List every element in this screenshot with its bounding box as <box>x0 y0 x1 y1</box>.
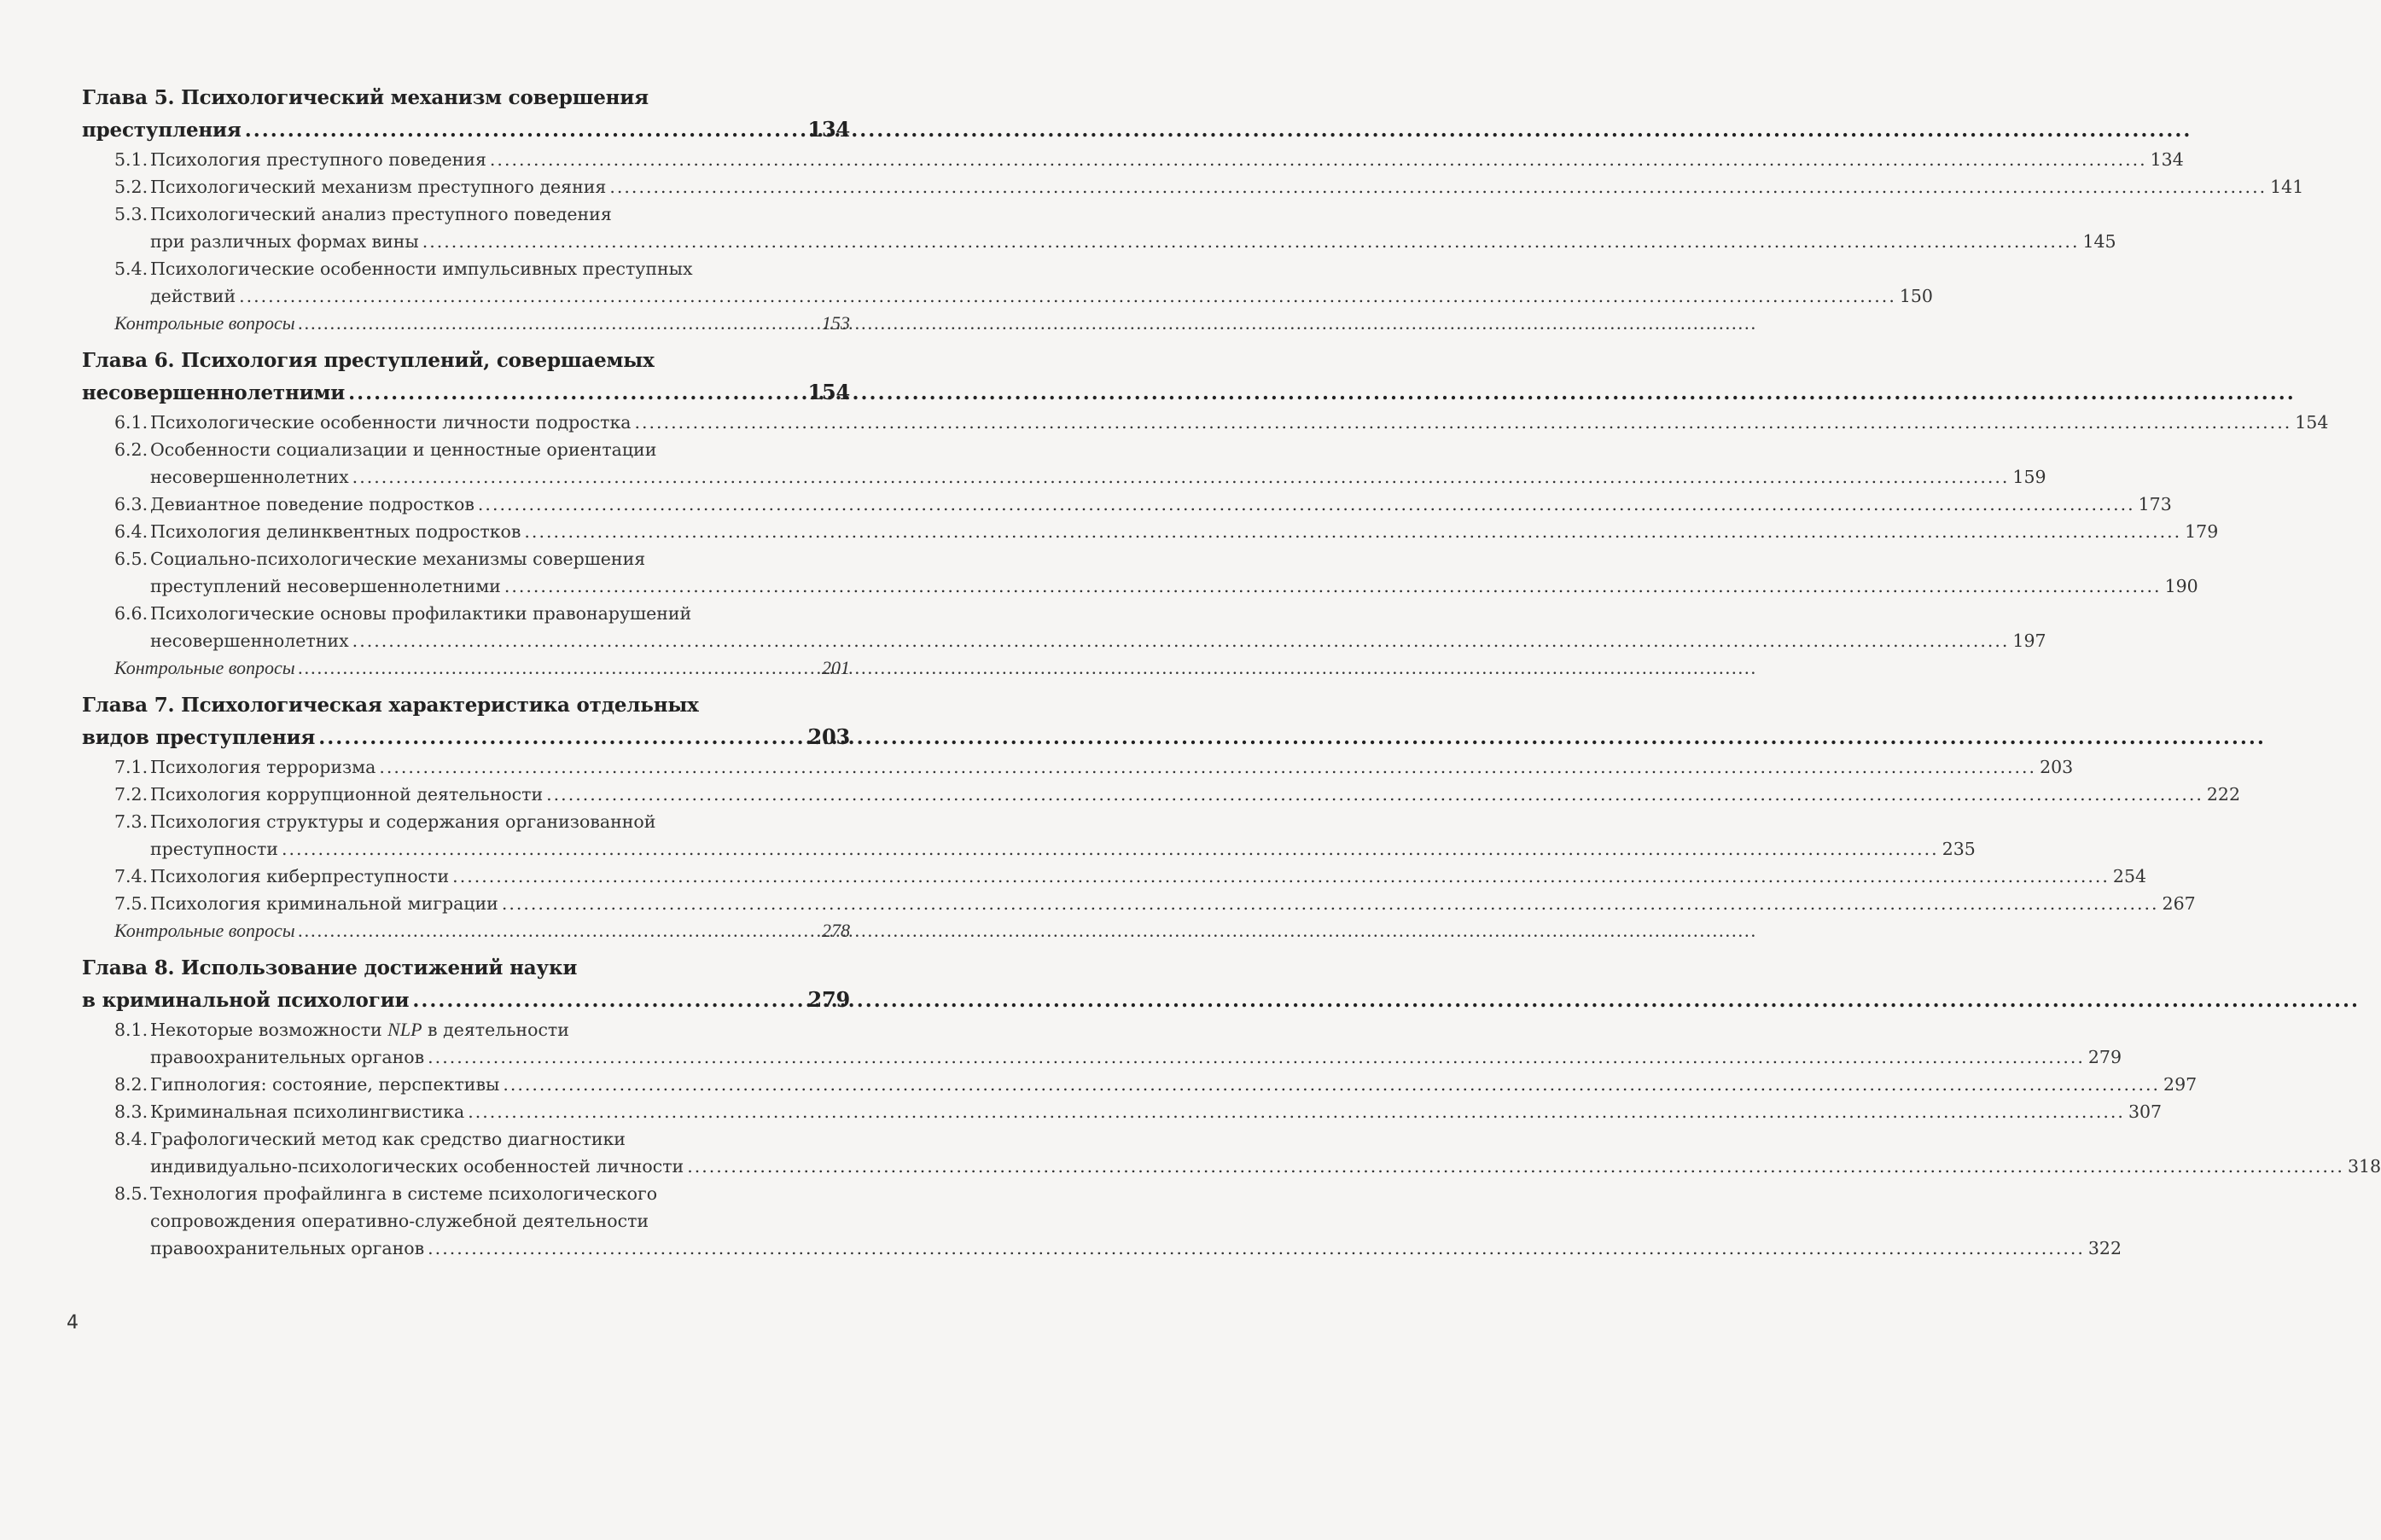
dot-leader <box>379 753 2036 781</box>
section-row[interactable] <box>150 1071 2197 1098</box>
toc-entry-body <box>114 1016 2122 1071</box>
dot-leader <box>428 1235 2085 1262</box>
dot-leader <box>524 518 2181 545</box>
section-title-line: Графологический метод как средство диагностики <box>150 1129 626 1149</box>
dot-leader <box>504 572 2162 600</box>
section-page: 235 <box>1941 839 1976 859</box>
section-page: 141 <box>2270 177 2304 197</box>
section-title-line: Психологические особенности импульсивных преступных <box>150 259 693 279</box>
section-title <box>150 409 2328 436</box>
section-title <box>150 1098 2162 1125</box>
section-text: Психология делинквентных подростков <box>150 521 521 542</box>
section-title <box>150 173 2303 200</box>
section-text: несовершеннолетних <box>150 467 349 487</box>
chapter-title-row[interactable] <box>82 113 850 146</box>
section-number: 8.2. <box>114 1074 148 1095</box>
section-text: правоохранительных органов <box>150 1238 425 1258</box>
nlp-term: NLP <box>387 1019 422 1040</box>
section-text: Психологический механизм преступного деяния <box>150 177 607 197</box>
section-page: 267 <box>2162 893 2196 914</box>
toc-entry-body <box>114 863 2147 890</box>
section-title-line: Психологический анализ преступного поведения <box>150 204 612 224</box>
section-page: 173 <box>2138 494 2172 514</box>
dot-leader <box>352 463 2010 491</box>
toc-entry[interactable] <box>82 1071 2198 1098</box>
section-text: преступности <box>150 839 278 859</box>
dot-leader <box>490 146 2147 173</box>
section-title <box>150 255 1933 310</box>
chapter-title-line: Глава 7. Психологическая характеристика отдельных <box>82 694 699 717</box>
chapter-block <box>82 345 2329 682</box>
toc-entry[interactable] <box>82 173 2304 200</box>
chapter-title[interactable] <box>82 952 850 1016</box>
chapter-title-text: видов преступления <box>82 726 316 749</box>
chapter-title-line: Глава 8. Использование достижений науки <box>82 956 578 979</box>
section-number: 6.1. <box>114 412 148 433</box>
chapter-title-row[interactable] <box>82 984 850 1016</box>
section-text: Психология терроризма <box>150 757 376 777</box>
toc-entry-body <box>114 781 2241 808</box>
section-number: 8.3. <box>114 1101 148 1122</box>
section-page: 307 <box>2128 1101 2163 1122</box>
toc-entry-body <box>114 1098 2163 1125</box>
chapter-block <box>82 82 2304 337</box>
questions-row[interactable] <box>114 310 850 337</box>
section-number: 6.2. <box>114 439 148 460</box>
section-title-line: Социально-психологические механизмы совершения <box>150 549 646 569</box>
section-row[interactable] <box>150 282 1933 310</box>
chapter-title-page: 154 <box>807 380 850 404</box>
toc-entry[interactable] <box>82 863 2147 890</box>
dot-leader <box>503 1071 2160 1098</box>
dot-leader <box>318 722 804 753</box>
section-text: Психология криминальной миграции <box>150 893 498 914</box>
section-page: 190 <box>2164 576 2198 596</box>
chapter-title-text: несовершеннолетними <box>82 381 346 404</box>
dot-leader <box>239 282 1896 310</box>
chapter-title-text: преступления <box>82 119 242 142</box>
chapter-title[interactable] <box>82 345 850 409</box>
section-number: 7.2. <box>114 784 148 805</box>
table-of-contents <box>82 82 2381 1270</box>
section-number: 6.4. <box>114 521 148 542</box>
section-page: 197 <box>2012 631 2046 651</box>
section-text: Психология киберпреступности <box>150 866 450 886</box>
dot-leader <box>299 654 818 682</box>
section-title <box>150 436 2046 491</box>
section-title <box>150 890 2196 917</box>
section-row[interactable] <box>150 863 2146 890</box>
section-title <box>150 1071 2197 1098</box>
toc-entry-body <box>114 409 2329 436</box>
chapter-title[interactable] <box>82 82 850 146</box>
chapter-title[interactable] <box>82 689 850 753</box>
dot-leader <box>502 890 2159 917</box>
section-title <box>150 1125 2381 1180</box>
questions-text: Контрольные вопросы <box>114 657 295 678</box>
section-row[interactable] <box>150 228 2116 255</box>
section-title <box>150 1180 2122 1262</box>
questions-page: 201 <box>822 657 850 678</box>
dot-leader <box>352 627 2010 654</box>
section-number: 6.6. <box>114 603 148 624</box>
toc-entry-body <box>114 200 2116 255</box>
section-row[interactable] <box>150 835 1976 863</box>
section-row[interactable] <box>150 518 2218 545</box>
section-number: 5.4. <box>114 259 148 279</box>
section-row[interactable] <box>150 1043 2122 1071</box>
toc-entry[interactable] <box>82 1098 2163 1125</box>
section-row[interactable] <box>150 463 2046 491</box>
section-page: 318 <box>2347 1156 2381 1177</box>
toc-entry-body <box>114 890 2196 917</box>
chapter-block <box>82 952 2381 1262</box>
questions-row[interactable] <box>114 654 850 682</box>
section-row[interactable] <box>150 491 2172 518</box>
section-title-line: Психологические основы профилактики правонарушений <box>150 603 692 624</box>
section-text: правоохранительных органов <box>150 1047 425 1067</box>
toc-entry[interactable] <box>82 1125 2381 1180</box>
section-text: несовершеннолетних <box>150 631 349 651</box>
chapter-title-page: 279 <box>807 987 850 1012</box>
toc-entry[interactable] <box>82 200 2116 255</box>
toc-entry-body <box>114 808 1976 863</box>
section-page: 145 <box>2082 231 2116 252</box>
chapter-title-line: Глава 5. Психологический механизм совершения <box>82 86 649 109</box>
toc-entry[interactable] <box>82 781 2241 808</box>
toc-entry[interactable] <box>82 600 2046 654</box>
chapter-title-row[interactable] <box>82 376 850 409</box>
control-questions[interactable] <box>82 917 850 944</box>
toc-entry[interactable] <box>82 753 2074 781</box>
toc-entry-body <box>114 518 2219 545</box>
dot-leader <box>428 1043 2085 1071</box>
toc-entry[interactable] <box>82 890 2196 917</box>
section-title <box>150 1016 2122 1071</box>
section-number: 7.5. <box>114 893 148 914</box>
chapter-title-row[interactable] <box>82 721 850 753</box>
section-number: 7.3. <box>114 811 148 832</box>
toc-entry-body <box>114 146 2184 173</box>
section-title <box>150 200 2116 255</box>
section-text: преступлений несовершеннолетними <box>150 576 501 596</box>
section-row[interactable] <box>150 890 2196 917</box>
chapter-title-line: Глава 6. Психология преступлений, совершаемых <box>82 349 655 372</box>
toc-entry[interactable] <box>82 146 2184 173</box>
section-number: 7.1. <box>114 757 148 777</box>
section-title-line: Некоторые возможности NLP в деятельности <box>150 1019 569 1040</box>
section-number: 6.5. <box>114 549 148 569</box>
questions-text: Контрольные вопросы <box>114 312 295 334</box>
section-text: Психологические особенности личности подростка <box>150 412 632 433</box>
toc-entry-body <box>114 491 2172 518</box>
chapter-title-page: 203 <box>807 724 850 749</box>
section-text: Психология коррупционной деятельности <box>150 784 544 805</box>
section-number: 6.3. <box>114 494 148 514</box>
dot-leader <box>299 917 818 944</box>
control-questions[interactable] <box>82 310 850 337</box>
dot-leader <box>609 173 2267 200</box>
section-row[interactable] <box>150 1098 2162 1125</box>
section-title <box>150 808 1976 863</box>
section-row[interactable] <box>150 1235 2122 1262</box>
section-title <box>150 518 2218 545</box>
section-page: 222 <box>2206 784 2241 805</box>
dot-leader <box>348 377 804 409</box>
questions-row[interactable] <box>114 917 850 944</box>
toc-entry-body <box>114 1071 2198 1098</box>
section-number: 8.5. <box>114 1183 148 1204</box>
toc-entry[interactable] <box>82 545 2198 600</box>
dot-leader <box>412 985 804 1016</box>
section-number: 5.1. <box>114 149 148 170</box>
toc-entry[interactable] <box>82 491 2172 518</box>
toc-entry[interactable] <box>82 518 2219 545</box>
toc-entry-body <box>114 600 2046 654</box>
section-title <box>150 545 2198 600</box>
section-title-line: Психология структуры и содержания организованной <box>150 811 656 832</box>
section-title <box>150 781 2240 808</box>
section-row[interactable] <box>150 753 2073 781</box>
section-title-line: Особенности социализации и ценностные ориентации <box>150 439 657 460</box>
section-title <box>150 753 2073 781</box>
section-title <box>150 600 2046 654</box>
page-number: 4 <box>67 1312 79 1334</box>
questions-text: Контрольные вопросы <box>114 920 295 941</box>
section-text: Психология преступного поведения <box>150 149 486 170</box>
dot-leader <box>422 228 2080 255</box>
toc-entry-body <box>114 255 1933 310</box>
section-title <box>150 146 2184 173</box>
dot-leader <box>478 491 2135 518</box>
section-row[interactable] <box>150 627 2046 654</box>
section-page: 134 <box>2150 149 2184 170</box>
dot-leader <box>635 409 2292 436</box>
section-page: 279 <box>2087 1047 2122 1067</box>
section-text: Криминальная психолингвистика <box>150 1101 465 1122</box>
toc-entry-body <box>114 1125 2381 1180</box>
toc-entry[interactable] <box>82 409 2329 436</box>
control-questions[interactable] <box>82 654 850 682</box>
questions-page: 278 <box>822 920 850 941</box>
section-row[interactable] <box>150 173 2303 200</box>
section-number: 5.3. <box>114 204 148 224</box>
section-page: 179 <box>2185 521 2219 542</box>
toc-entry-body <box>114 545 2198 600</box>
section-text: действий <box>150 286 236 306</box>
section-page: 203 <box>2040 757 2074 777</box>
section-row[interactable] <box>150 781 2240 808</box>
section-title-line: Технология профайлинга в системе психологического <box>150 1183 658 1204</box>
dot-leader <box>282 835 1939 863</box>
section-title <box>150 863 2146 890</box>
section-page: 150 <box>1899 286 1933 306</box>
section-number: 5.2. <box>114 177 148 197</box>
toc-entry-body <box>114 753 2074 781</box>
toc-entry[interactable] <box>82 436 2046 491</box>
section-text: индивидуально-психологических особенностей личности <box>150 1156 684 1177</box>
toc-entry-body <box>114 1180 2122 1262</box>
chapter-block <box>82 689 2241 944</box>
section-number: 7.4. <box>114 866 148 886</box>
section-text: Девиантное поведение подростков <box>150 494 474 514</box>
section-text: при различных формах вины <box>150 231 419 252</box>
dot-leader <box>687 1153 2344 1180</box>
toc-entry-body <box>114 436 2046 491</box>
dot-leader <box>245 114 805 146</box>
section-text: Гипнология: состояние, перспективы <box>150 1074 500 1095</box>
dot-leader <box>468 1098 2125 1125</box>
toc-entry[interactable] <box>82 1016 2122 1071</box>
chapter-title-page: 134 <box>807 117 850 142</box>
section-page: 297 <box>2163 1074 2198 1095</box>
section-row[interactable] <box>150 146 2184 173</box>
toc-entry[interactable] <box>82 808 1976 863</box>
questions-page: 153 <box>822 312 850 334</box>
chapter-title-text: в криминальной психологии <box>82 989 410 1012</box>
section-row[interactable] <box>150 1153 2381 1180</box>
toc-entry[interactable] <box>82 1180 2122 1262</box>
section-page: 159 <box>2012 467 2046 487</box>
section-page: 154 <box>2295 412 2329 433</box>
dot-leader <box>452 863 2110 890</box>
section-title-line: сопровождения оперативно-служебной деятельности <box>150 1211 649 1231</box>
section-row[interactable] <box>150 409 2328 436</box>
section-number: 8.1. <box>114 1020 148 1040</box>
section-title <box>150 491 2172 518</box>
section-row[interactable] <box>150 572 2198 600</box>
toc-entry-body <box>114 173 2304 200</box>
section-number: 8.4. <box>114 1129 148 1149</box>
dot-leader <box>546 781 2203 808</box>
section-page: 254 <box>2112 866 2147 886</box>
dot-leader <box>299 310 818 337</box>
section-page: 322 <box>2087 1238 2122 1258</box>
toc-entry[interactable] <box>82 255 1933 310</box>
